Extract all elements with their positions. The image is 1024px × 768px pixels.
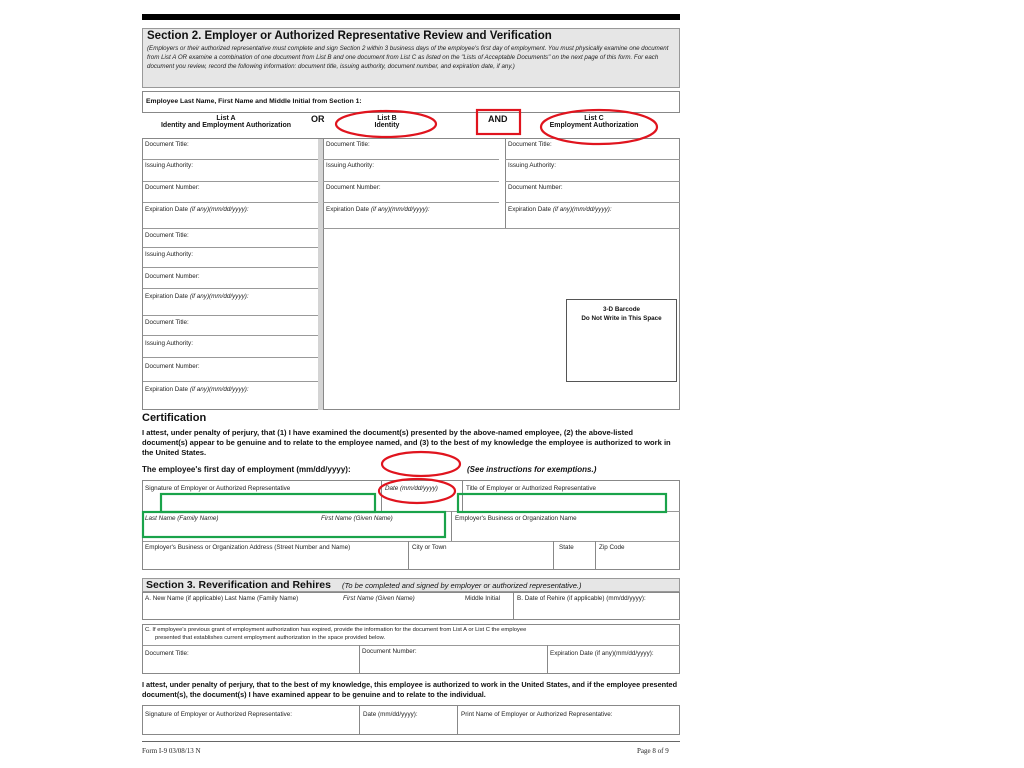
list-b-subtitle: Identity [374, 122, 400, 129]
rehire-date-field[interactable]: B. Date of Rehire (if applicable) (mm/dd/yyyy): [517, 595, 646, 602]
section3-c-note-1: C. If employee's previous grant of employment authorization has expired, provide the information for the document from List A or List C the employee [145, 627, 527, 633]
grid-divider-b [323, 139, 324, 409]
list-c-title: List C [584, 115, 604, 122]
s3-first-name-field[interactable]: First Name (Given Name) [343, 595, 415, 602]
exemptions-note: (See instructions for exemptions.) [467, 465, 597, 474]
certification-text: I attest, under penalty of perjury, that (1) I have examined the document(s) presented by the above-named employee, (2) the above-listed document(s) appear to be genuine and to relate to the employee named, and (3) to the best of my knowledge the employee is authorized to work in the United States. [142, 428, 671, 457]
section2-header [142, 28, 680, 88]
business-address-field[interactable]: Employer's Business or Organization Address (Street Number and Name) [145, 544, 351, 551]
new-name-field[interactable]: A. New Name (if applicable) Last Name (Family Name) [145, 595, 299, 602]
city-field[interactable]: City or Town [412, 544, 447, 551]
top-rule [142, 14, 680, 20]
list-b-doc-number[interactable]: Document Number: [326, 184, 381, 191]
section3-signature-row [142, 705, 680, 735]
s3-expiration-field[interactable]: Expiration Date (if any)(mm/dd/yyyy): [550, 650, 654, 657]
grid-row-end [323, 228, 680, 229]
s3-print-name-field[interactable]: Print Name of Employer or Authorized Representative: [461, 711, 613, 718]
list-b-header [340, 115, 434, 129]
list-c-doc-title[interactable]: Document Title: [508, 141, 552, 148]
list-a-doc-number-3[interactable]: Document Number: [145, 363, 200, 370]
list-c-subtitle: Employment Authorization [549, 122, 639, 129]
grid-divider-c [505, 139, 506, 229]
list-b-title: List B [377, 115, 397, 122]
footer-rule [142, 741, 680, 742]
section3-attestation: I attest, under penalty of perjury, that to the best of my knowledge, this employee is authorized to work in the United States, and if the employee presented document(s), the document(s) I have examined appear to be genuine and to relate to the individual. [142, 680, 678, 699]
s3-date-field[interactable]: Date (mm/dd/yyyy): [363, 711, 418, 718]
list-a-doc-number-2[interactable]: Document Number: [145, 273, 200, 280]
section3-document-row [142, 624, 680, 674]
s3-doc-title-field[interactable]: Document Title: [145, 650, 189, 657]
zip-field[interactable]: Zip Code [599, 544, 625, 551]
barcode-label: 3-D Barcode [602, 306, 641, 313]
employer-signature-field[interactable]: Signature of Employer or Authorized Representative [145, 485, 291, 492]
form-id: Form I-9 03/08/13 N [142, 747, 201, 755]
list-a-header [152, 115, 300, 129]
and-label: AND [488, 114, 508, 124]
list-c-issuing[interactable]: Issuing Authority: [508, 162, 556, 169]
list-a-doc-number-1[interactable]: Document Number: [145, 184, 200, 191]
first-day-label: The employee's first day of employment (mm/dd/yyyy): [142, 465, 351, 474]
employer-first-name-field[interactable]: First Name (Given Name) [321, 515, 393, 522]
list-b-issuing[interactable]: Issuing Authority: [326, 162, 374, 169]
list-a-expiration-3[interactable]: Expiration Date (if any)(mm/dd/yyyy): [145, 386, 249, 393]
section2-instructions: (Employers or their authorized representative must complete and sign Section 2 within 3 business days of the employee's first day of employment. You must physically examine one document from List A OR examine a combination of one document from List B and one document from List C as listed on the "Lists of Acceptable Documents" on the next page of this form. For each document you review, record the following information: document title, issuing authority, document number, and expiration date, if any.) [147, 45, 669, 70]
list-a-issuing-2[interactable]: Issuing Authority: [145, 251, 193, 258]
state-field[interactable]: State [559, 544, 574, 551]
section3-subtitle: (To be completed and signed by employer or authorized representative.) [342, 581, 582, 590]
list-a-doc-title-3[interactable]: Document Title: [145, 319, 189, 326]
employee-name-label: Employee Last Name, First Name and Middle Initial from Section 1: [146, 98, 362, 105]
list-a-issuing-1[interactable]: Issuing Authority: [145, 162, 193, 169]
list-c-doc-number[interactable]: Document Number: [508, 184, 563, 191]
s3-signature-field[interactable]: Signature of Employer or Authorized Representative: [145, 711, 293, 718]
section3-header [142, 578, 680, 592]
employer-signature-block [142, 480, 680, 570]
business-name-field[interactable]: Employer's Business or Organization Name [455, 515, 577, 522]
employee-name-row [142, 91, 680, 113]
section3-c-note-2: presented that establishes current employment authorization in the space provided below. [155, 635, 386, 641]
section3-name-row [142, 592, 680, 620]
list-a-subtitle: Identity and Employment Authorization [160, 122, 292, 129]
s3-doc-number-field[interactable]: Document Number: [362, 648, 417, 655]
certification-title: Certification [142, 412, 207, 424]
page-number: Page 8 of 9 [637, 747, 669, 755]
middle-initial-field[interactable]: Middle Initial [465, 595, 500, 602]
employer-title-field[interactable]: Title of Employer or Authorized Representative [466, 485, 596, 492]
section3-title: Section 3. Reverification and Rehires [146, 579, 331, 591]
list-a-doc-title-1[interactable]: Document Title: [145, 141, 189, 148]
list-a-doc-title-2[interactable]: Document Title: [145, 232, 189, 239]
signature-date-field[interactable]: Date (mm/dd/yyyy) [385, 485, 438, 492]
or-label: OR [311, 114, 325, 124]
list-a-title: List A [216, 115, 236, 122]
employer-last-name-field[interactable]: Last Name (Family Name) [145, 515, 219, 522]
list-b-expiration[interactable]: Expiration Date (if any)(mm/dd/yyyy): [326, 206, 430, 213]
list-b-doc-title[interactable]: Document Title: [326, 141, 370, 148]
list-c-expiration[interactable]: Expiration Date (if any)(mm/dd/yyyy): [508, 206, 612, 213]
list-a-issuing-3[interactable]: Issuing Authority: [145, 340, 193, 347]
list-c-header [540, 115, 648, 129]
list-a-expiration-1[interactable]: Expiration Date (if any)(mm/dd/yyyy): [145, 206, 249, 213]
list-a-expiration-2[interactable]: Expiration Date (if any)(mm/dd/yyyy): [145, 293, 249, 300]
barcode-box [566, 299, 677, 382]
section2-title: Section 2. Employer or Authorized Representative Review and Verification [147, 30, 552, 42]
barcode-note: Do Not Write in This Space [581, 315, 662, 322]
